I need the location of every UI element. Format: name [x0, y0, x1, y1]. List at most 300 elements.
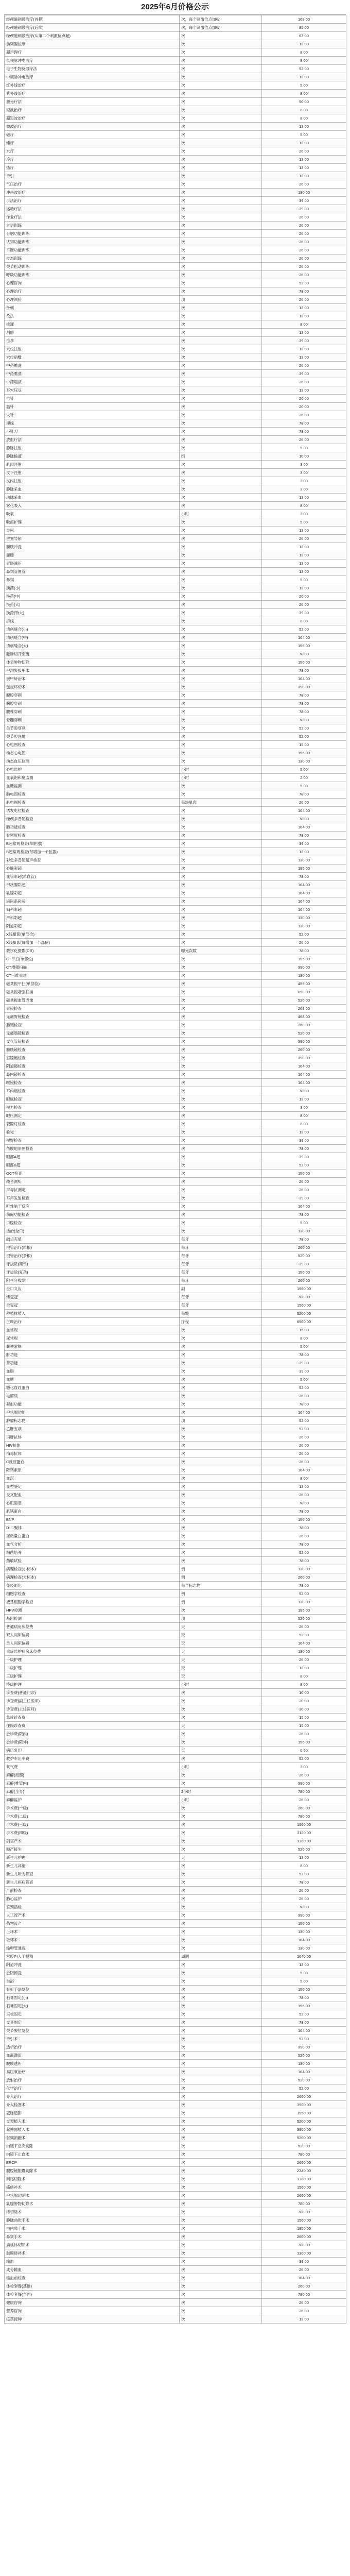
item-name-cell: 作业疗法 [5, 213, 180, 222]
unit-cell: 次 [180, 362, 262, 370]
table-row [5, 2010, 346, 2019]
price-cell: 78.00 [262, 1524, 346, 1532]
unit-cell: 天 [180, 1664, 262, 1672]
table-row [5, 1738, 346, 1747]
price-cell: 156.00 [262, 1920, 346, 1928]
table-row [5, 164, 346, 172]
item-name-cell: 糖化血红蛋白 [5, 1384, 180, 1392]
unit-cell: 次 [180, 1442, 262, 1450]
item-name-cell: 泌尿系彩超 [5, 897, 180, 906]
item-name-cell: 低频脉冲电治疗 [5, 57, 180, 65]
item-name-cell: 二级护理 [5, 1664, 180, 1672]
table-row [5, 947, 346, 955]
price-cell: 130.00 [262, 914, 346, 922]
table-row [5, 1417, 346, 1425]
unit-cell: 次 [180, 1400, 262, 1409]
unit-cell: 天 [180, 1656, 262, 1664]
unit-cell: 次 [180, 98, 262, 106]
table-row [5, 1730, 346, 1738]
unit-cell: 次 [180, 2307, 262, 2315]
unit-cell: 次 [180, 1689, 262, 1697]
unit-cell: 次 [180, 1557, 262, 1565]
item-name-cell: 彩色多普勒超声检查 [5, 856, 180, 865]
unit-cell: 例 [180, 1565, 262, 1573]
price-cell: 63.00 [262, 32, 346, 40]
table-row [5, 1120, 346, 1128]
price-cell: 52.00 [262, 1755, 346, 1763]
item-name-cell: 紫外线治疗 [5, 90, 180, 98]
table-row [5, 856, 346, 865]
item-name-cell: 手法治疗 [5, 197, 180, 205]
item-name-cell: 正畸治疗 [5, 1318, 180, 1326]
price-cell: 2600.00 [262, 2159, 346, 2167]
price-cell: 26.00 [262, 2299, 346, 2307]
item-name-cell: 数字化摄影(DR) [5, 947, 180, 955]
table-row [5, 48, 346, 57]
item-name-cell: CT平扫(单部位) [5, 955, 180, 963]
table-row [5, 1854, 346, 1862]
table-row [5, 601, 346, 609]
unit-cell: 天 [180, 1672, 262, 1681]
price-cell: 78.00 [262, 2019, 346, 2027]
item-name-cell: 细菌培养 [5, 1549, 180, 1557]
item-name-cell: 尿微量白蛋白 [5, 1532, 180, 1540]
price-cell: 10.00 [262, 1689, 346, 1697]
item-name-cell: CT增强扫描 [5, 963, 180, 972]
item-name-cell: 换药(小) [5, 584, 180, 592]
unit-cell: 次 [180, 2167, 262, 2175]
table-row [5, 2291, 346, 2299]
unit-cell: 次 [180, 428, 262, 436]
item-name-cell: 换药(中) [5, 592, 180, 601]
price-cell: 1560.00 [262, 1285, 346, 1293]
table-row [5, 988, 346, 996]
unit-cell: 次 [180, 2282, 262, 2291]
price-cell: 26.00 [262, 1433, 346, 1442]
table-row [5, 1582, 346, 1590]
table-row [5, 1013, 346, 1021]
unit-cell: 次 [180, 939, 262, 947]
price-cell: 26.00 [262, 213, 346, 222]
table-row [5, 1260, 346, 1268]
price-cell: 390.00 [262, 1911, 346, 1920]
unit-cell: 次 [180, 312, 262, 320]
item-name-cell: 健康咨询 [5, 2299, 180, 2307]
table-row [5, 106, 346, 114]
unit-cell: 每颗 [180, 1310, 262, 1318]
price-cell: 20.00 [262, 403, 346, 411]
item-name-cell: HPV检测 [5, 1606, 180, 1615]
table-row [5, 930, 346, 939]
price-cell: 39.00 [262, 1260, 346, 1268]
table-row [5, 1170, 346, 1178]
price-cell: 78.00 [262, 1557, 346, 1565]
price-cell: 5.00 [262, 782, 346, 790]
unit-cell: 天 [180, 1639, 262, 1648]
unit-cell: 次 [180, 1186, 262, 1194]
item-name-cell: 会阴擦洗 [5, 1969, 180, 1977]
unit-cell: 次 [180, 2233, 262, 2241]
table-row [5, 1648, 346, 1656]
unit-cell: 次 [180, 1046, 262, 1054]
item-name-cell: 支具固定 [5, 2019, 180, 2027]
price-cell: 104.00 [262, 1466, 346, 1475]
table-row [5, 1005, 346, 1013]
item-name-cell: X线摄影(每增加一个部位) [5, 939, 180, 947]
item-name-cell: 埋线 [5, 419, 180, 428]
item-name-cell: 丙肝抗体 [5, 1433, 180, 1442]
unit-cell: 次 [180, 543, 262, 551]
item-name-cell: 经颅多普勒检查 [5, 815, 180, 823]
table-row [5, 1631, 346, 1639]
price-table [4, 15, 346, 2324]
table-row [5, 469, 346, 477]
price-cell: 1950.00 [262, 2225, 346, 2233]
price-cell: 130.00 [262, 856, 346, 865]
price-cell: 78.00 [262, 650, 346, 658]
unit-cell: 次 [180, 2183, 262, 2192]
price-cell: 39.00 [262, 2258, 346, 2266]
item-name-cell: 阴道镜检查 [5, 1062, 180, 1071]
price-cell: 390.00 [262, 1038, 346, 1046]
price-cell: 13.00 [262, 848, 346, 856]
price-cell: 26.00 [262, 238, 346, 246]
table-row [5, 848, 346, 856]
price-cell: 26.00 [262, 1450, 346, 1458]
price-cell: 156.00 [262, 1986, 346, 1994]
table-row [5, 1829, 346, 1837]
item-name-cell: 普通病房床位费 [5, 1623, 180, 1631]
price-cell: 130.00 [262, 1227, 346, 1235]
item-name-cell: CT三维重建 [5, 972, 180, 980]
item-name-cell: 单人间床位费 [5, 1639, 180, 1648]
item-name-cell: 梅毒抗体 [5, 1450, 180, 1458]
item-name-cell: 动态心电图 [5, 749, 180, 757]
table-row [5, 1705, 346, 1714]
item-name-cell: 针刺 [5, 304, 180, 312]
table-row [5, 1293, 346, 1301]
item-name-cell: 中药熏洗 [5, 362, 180, 370]
page-title: 2025年6月价格公示 [4, 0, 346, 15]
item-name-cell: 阻生牙拔除 [5, 1277, 180, 1285]
item-name-cell: 乳腺彩超 [5, 889, 180, 897]
table-row [5, 700, 346, 708]
table-row [5, 287, 346, 296]
item-name-cell: 眼部B超 [5, 1161, 180, 1170]
price-cell: 156.00 [262, 1516, 346, 1524]
item-name-cell: 手术费(一级) [5, 1804, 180, 1812]
unit-cell: 次 [180, 2266, 262, 2274]
price-cell: 2340.00 [262, 2167, 346, 2175]
price-cell: 5.00 [262, 1969, 346, 1977]
item-name-cell: 住院诊查费 [5, 1722, 180, 1730]
unit-cell: 次 [180, 304, 262, 312]
unit-cell: 次 [180, 287, 262, 296]
price-cell: 104.00 [262, 807, 346, 815]
table-row [5, 353, 346, 362]
unit-cell: 次 [180, 1071, 262, 1079]
price-cell: 520.00 [262, 1252, 346, 1260]
price-cell: 5.00 [262, 576, 346, 584]
price-cell: 520.00 [262, 2052, 346, 2060]
price-cell: 1950.00 [262, 2109, 346, 2117]
item-name-cell: 换药(特大) [5, 609, 180, 617]
price-cell: 104.00 [262, 889, 346, 897]
item-name-cell: 肺功能检查 [5, 823, 180, 832]
unit-cell: 次 [180, 1837, 262, 1845]
table-row [5, 2258, 346, 2266]
unit-cell: 次 [180, 1606, 262, 1615]
unit-cell: 次 [180, 1145, 262, 1153]
item-name-cell: 心电图检查 [5, 741, 180, 749]
price-cell: 78.00 [262, 832, 346, 840]
table-row [5, 2150, 346, 2159]
unit-cell: 次 [180, 345, 262, 353]
table-row [5, 2093, 346, 2101]
table-row [5, 1318, 346, 1326]
unit-cell: 次 [180, 1540, 262, 1549]
price-cell: 9.00 [262, 57, 346, 65]
table-row [5, 1573, 346, 1582]
price-cell: 26.00 [262, 535, 346, 543]
unit-cell: 次 [180, 1178, 262, 1186]
price-cell: 13.00 [262, 40, 346, 48]
unit-cell: 次 [180, 131, 262, 139]
unit-cell: 次 [180, 205, 262, 213]
price-cell: 52.00 [262, 2084, 346, 2093]
price-cell: 260.00 [262, 1804, 346, 1812]
price-cell: 8.00 [262, 502, 346, 510]
price-cell: 78.00 [262, 1507, 346, 1516]
price-cell: 13.00 [262, 304, 346, 312]
table-row [5, 1540, 346, 1549]
unit-cell: 每牙 [180, 1277, 262, 1285]
price-cell: 26.00 [262, 180, 346, 189]
table-row [5, 98, 346, 106]
item-name-cell: 换药(大) [5, 601, 180, 609]
price-cell: 2600.00 [262, 2192, 346, 2200]
unit-cell: 次 [180, 625, 262, 634]
price-cell: 2600.00 [262, 2093, 346, 2101]
table-row [5, 1153, 346, 1161]
price-cell: 13.00 [262, 543, 346, 551]
item-name-cell: 阑尾切除术 [5, 2175, 180, 2183]
item-name-cell: 一级护理 [5, 1656, 180, 1664]
table-row [5, 592, 346, 601]
table-row [5, 757, 346, 766]
table-row [5, 1681, 346, 1689]
item-name-cell: 手术费(四级) [5, 1829, 180, 1837]
unit-cell: 次 [180, 2241, 262, 2249]
item-name-cell: 胃肠减压 [5, 560, 180, 568]
unit-cell: 次 [180, 873, 262, 881]
unit-cell: 次 [180, 1903, 262, 1911]
table-row [5, 658, 346, 667]
unit-cell: 每牙 [180, 1252, 262, 1260]
table-row [5, 1062, 346, 1071]
unit-cell: 次，每个刺激位点加收 [180, 15, 262, 24]
table-row [5, 1672, 346, 1681]
table-row [5, 576, 346, 584]
price-cell: 78.00 [262, 1878, 346, 1887]
price-cell: 520.00 [262, 2142, 346, 2150]
item-name-cell: 新生儿沐浴 [5, 1862, 180, 1870]
item-name-cell: 磁共振平扫(单部位) [5, 980, 180, 988]
table-row [5, 345, 346, 353]
price-cell: 39.00 [262, 1359, 346, 1367]
unit-cell: 天 [180, 1854, 262, 1862]
price-cell: 78.00 [262, 287, 346, 296]
item-name-cell: 静脉采血 [5, 485, 180, 494]
unit-cell: 次 [180, 386, 262, 395]
item-name-cell: 顺产接生 [5, 1845, 180, 1854]
price-cell: 5.00 [262, 81, 346, 90]
item-name-cell: 气压治疗 [5, 180, 180, 189]
price-cell: 3120.00 [262, 1829, 346, 1837]
unit-cell: 次 [180, 2192, 262, 2200]
table-row [5, 535, 346, 543]
item-name-cell: 清创缝合(大) [5, 642, 180, 650]
unit-cell: 次 [180, 1986, 262, 1994]
unit-cell: 次 [180, 790, 262, 799]
price-cell: 5200.00 [262, 1310, 346, 1318]
unit-cell: 次 [180, 1161, 262, 1170]
price-cell: 8.00 [262, 1672, 346, 1681]
price-cell: 39.00 [262, 1153, 346, 1161]
unit-cell: 次 [180, 815, 262, 823]
item-name-cell: 支架植入术 [5, 2117, 180, 2126]
table-row [5, 617, 346, 625]
item-name-cell: 穴位贴敷 [5, 353, 180, 362]
price-cell: 26.00 [262, 255, 346, 263]
price-cell: 390.00 [262, 2043, 346, 2052]
item-name-cell: 宫腔内人工授精 [5, 1953, 180, 1961]
unit-cell: 次 [180, 2101, 262, 2109]
table-row [5, 1376, 346, 1384]
price-cell: 52.00 [262, 279, 346, 287]
table-row [5, 691, 346, 700]
item-name-cell: 白内障手术 [5, 2225, 180, 2233]
price-cell: 52.00 [262, 2010, 346, 2019]
item-name-cell: 小针刀 [5, 428, 180, 436]
table-row [5, 584, 346, 592]
item-name-cell: 麻醉(椎管内) [5, 1780, 180, 1788]
item-name-cell: 交叉配血 [5, 1491, 180, 1499]
table-row [5, 1722, 346, 1730]
item-name-cell: 静脉输液 [5, 452, 180, 461]
unit-cell: 次 [180, 1977, 262, 1986]
item-name-cell: 肝功能 [5, 1351, 180, 1359]
unit-cell: 天 [180, 1631, 262, 1639]
item-name-cell: 肌电图检查 [5, 799, 180, 807]
price-cell: 52.00 [262, 733, 346, 741]
item-name-cell: 石膏固定(小) [5, 1994, 180, 2002]
price-cell: 780.00 [262, 1293, 346, 1301]
table-row [5, 560, 346, 568]
item-name-cell: 眼压测定 [5, 1112, 180, 1120]
price-cell: 26.00 [262, 2307, 346, 2315]
price-cell: 455.00 [262, 980, 346, 988]
table-row [5, 939, 346, 947]
price-cell: 26.00 [262, 263, 346, 271]
item-name-cell: 乙肝五项 [5, 1425, 180, 1433]
price-cell: 780.00 [262, 2208, 346, 2216]
price-cell: 78.00 [262, 700, 346, 708]
table-row [5, 2084, 346, 2093]
unit-cell: 次 [180, 906, 262, 914]
unit-cell: 次 [180, 963, 262, 972]
table-row [5, 1565, 346, 1573]
unit-cell: 次 [180, 592, 262, 601]
item-name-cell: 高压氧治疗 [5, 2068, 180, 2076]
unit-cell: 次 [180, 337, 262, 345]
unit-cell: 次 [180, 320, 262, 329]
unit-cell: 次 [180, 1376, 262, 1384]
item-name-cell: 上环术 [5, 1928, 180, 1936]
unit-cell: 次 [180, 2010, 262, 2019]
unit-cell: 次 [180, 57, 262, 65]
item-name-cell: 雾化吸入 [5, 502, 180, 510]
unit-cell: 次 [180, 1194, 262, 1202]
unit-cell: 次 [180, 560, 262, 568]
table-row [5, 1145, 346, 1153]
table-row [5, 625, 346, 634]
price-cell: 26.00 [262, 1186, 346, 1194]
item-name-cell: 电针 [5, 395, 180, 403]
price-cell: 26.00 [262, 601, 346, 609]
item-name-cell: 肠镜检查 [5, 1021, 180, 1029]
item-name-cell: 阴道彩超 [5, 922, 180, 930]
price-cell: 104.00 [262, 1071, 346, 1079]
unit-cell: 次 [180, 658, 262, 667]
item-name-cell: 心理测验 [5, 296, 180, 304]
item-name-cell: 疝修补术 [5, 2183, 180, 2192]
price-cell: 20.00 [262, 395, 346, 403]
unit-cell: 次 [180, 1862, 262, 1870]
price-cell: 78.00 [262, 667, 346, 675]
item-name-cell: 关节腔穿刺 [5, 724, 180, 733]
item-name-cell: 骨折手法复位 [5, 1986, 180, 1994]
unit-cell: 次 [180, 1804, 262, 1812]
table-row [5, 1029, 346, 1038]
table-row [5, 823, 346, 832]
unit-cell: 次 [180, 255, 262, 263]
unit-cell: 次 [180, 733, 262, 741]
price-cell: 8.00 [262, 1334, 346, 1343]
price-cell: 1300.00 [262, 1837, 346, 1845]
price-cell: 26.00 [262, 939, 346, 947]
price-cell: 78.00 [262, 419, 346, 428]
table-row [5, 419, 346, 428]
price-cell: 20.00 [262, 1697, 346, 1705]
price-cell: 3.00 [262, 510, 346, 518]
table-row [5, 1953, 346, 1961]
table-row [5, 312, 346, 320]
unit-cell: 次 [180, 683, 262, 691]
price-cell: 26.00 [262, 362, 346, 370]
table-row [5, 2192, 346, 2200]
unit-cell: 次 [180, 1705, 262, 1714]
item-name-cell: 病理检查(小标本) [5, 1565, 180, 1573]
item-name-cell: 鼻饲管置管 [5, 568, 180, 576]
unit-cell: 次 [180, 1458, 262, 1466]
unit-cell: 次 [180, 1878, 262, 1887]
unit-cell: 次 [180, 634, 262, 642]
price-cell: 26.00 [262, 222, 346, 230]
item-name-cell: 成分输血 [5, 2266, 180, 2274]
price-cell: 26.00 [262, 147, 346, 156]
unit-cell: 次 [180, 197, 262, 205]
